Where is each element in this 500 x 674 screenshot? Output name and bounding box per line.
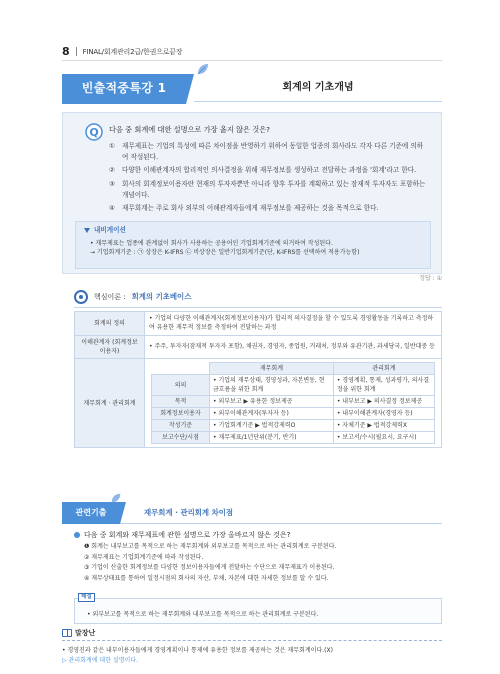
answer-key: 정답 : ① <box>419 275 442 282</box>
related-option[interactable]: ③ 기업이 산출한 회계정보를 다양한 정보이용자들에게 전달하는 수단으로 재무제표가 이용된다. <box>84 564 335 572</box>
financial-cell: • 기업회계기준 ▶ 법적강제력O <box>210 420 334 432</box>
comparison-row <box>152 408 435 420</box>
wordplay-review <box>62 628 442 666</box>
section-title: 회계의 기초개념 <box>194 76 442 102</box>
related-tab-fold <box>120 502 126 524</box>
explanation-box <box>75 221 431 269</box>
solution-tag: 해설 <box>78 593 95 602</box>
core-theory-rule <box>74 307 442 308</box>
core-theory-table <box>74 311 442 448</box>
financial-cell: • 외부이해관계자(투자자 등) <box>210 408 334 420</box>
section-title-band <box>62 74 442 104</box>
question-icon <box>85 123 103 141</box>
page-header <box>62 44 182 60</box>
explanation-heading <box>84 226 422 236</box>
comparison-row <box>152 375 435 396</box>
option-number: ④ <box>109 204 115 213</box>
wordplay-answer: ▷ 관리회계에 대한 설명이다. <box>62 656 138 664</box>
leaf-icon <box>196 62 210 76</box>
related-exam-band <box>62 502 442 524</box>
option-number: ① <box>109 142 115 150</box>
related-option[interactable]: ❶ 회계는 내부보고를 목적으로 하는 재무회계와 외부보고를 목적으로 하는 관리회계로 구분된다. <box>84 543 337 551</box>
option-text: 다양한 이해관계자의 합리적인 의사결정을 위해 재무정보를 생성하고 전달하는 과정을 '회계'라고 한다. <box>122 166 417 175</box>
comparison-row <box>152 396 435 408</box>
core-theory-label: 핵심이론 : <box>94 292 126 301</box>
answer-options <box>109 141 429 216</box>
managerial-cell: • 보고서/수시(필요시, 요구시) <box>333 432 434 444</box>
comparison-cell <box>145 359 442 448</box>
bullet-icon <box>74 532 80 538</box>
header-divider <box>76 47 77 56</box>
managerial-cell: • 내부보고 ▶ 의사결정 정보제공 <box>333 396 434 408</box>
related-question-prompt: 다음 중 회계와 재무제표에 관한 설명으로 가장 올바르지 않은 것은? <box>84 531 291 539</box>
question-prompt: 다음 중 회계에 대한 설명으로 가장 옳지 않은 것은? <box>109 125 270 134</box>
answer-option[interactable] <box>109 203 429 214</box>
managerial-cell: • 내부이해관계자(경영자 등) <box>333 408 434 420</box>
header-rule <box>62 60 442 61</box>
section-tab-fold <box>186 74 194 104</box>
book-icon <box>62 629 72 637</box>
core-theory-title: 회계의 기초베이스 <box>131 291 192 301</box>
financial-cell: • 재무제표/1년단위(분기, 반기) <box>210 432 334 444</box>
core-theory-heading <box>74 290 191 304</box>
section-tab: 빈출적중특강 1 <box>62 74 186 104</box>
option-number: ② <box>109 166 115 175</box>
row-label: 회계의 정의 <box>75 312 145 336</box>
triangle-down-icon <box>84 228 90 233</box>
comparison-row <box>152 432 435 444</box>
solution-box <box>74 594 442 624</box>
related-question <box>74 530 442 584</box>
table-row <box>75 335 442 359</box>
managerial-cell: • 자체기준 ▶ 법적강제력X <box>333 420 434 432</box>
corner-cell <box>152 363 210 375</box>
option-number: ③ <box>109 179 115 188</box>
solution-text: • 외부보고를 목적으로 하는 재무회계와 내부보고를 목적으로 하는 관리회계로 구분된다. <box>87 611 319 618</box>
table-row <box>75 359 442 448</box>
comparison-key: 회계정보이용자 <box>152 408 210 420</box>
row-label: 이해관계자 (회계정보이용자) <box>75 335 145 359</box>
related-question-heading <box>74 530 442 540</box>
answer-option[interactable] <box>109 141 429 163</box>
option-text: 재무회계는 주로 회사 외부의 이해관계자들에게 재무정보를 제공하는 것을 목적으로 한다. <box>122 204 379 213</box>
question-box <box>62 112 442 274</box>
explanation-line: • 재무제표는 업종에 관계없이 회사가 사용하는 공용어인 기업회계기준에 의거하여 작성된다. <box>90 239 333 247</box>
comparison-key: 보고수단/시점 <box>152 432 210 444</box>
column-header: 재무회계 <box>210 363 334 375</box>
comparison-row <box>152 420 435 432</box>
table-row <box>75 312 442 336</box>
explanation-line: → 기업회계기준 : ㉠ 상장은 K-IFRS ㉡ 비상장은 일반기업회계기준(단, K-IFRS를 선택하여 적용가능함) <box>90 249 360 257</box>
row-text: • 주주, 투자자(잠재적 투자자 포함), 채권자, 경영자, 종업원, 거래처, 정부와 유관기관, 과세당국, 일반대중 등 <box>145 335 442 359</box>
option-text: 회사의 회계정보이용자란 현재의 투자자뿐만 아니라 향후 투자를 계획하고 있는 잠재적 투자자도 포함하는 개념이다. <box>122 179 426 199</box>
financial-cell: • 기업의 재무상태, 경영성과, 자본변동, 현금흐름을 위한 회계 <box>210 375 334 396</box>
row-label: 재무회계 · 관리회계 <box>75 359 145 448</box>
answer-option[interactable] <box>109 179 429 201</box>
explanation-label: 내비게이션 <box>94 226 126 234</box>
related-option[interactable]: ② 재무제표는 기업회계기준에 따라 작성된다. <box>84 553 204 561</box>
related-exam-tab: 관련기출 <box>62 502 120 524</box>
comparison-key: 작성기준 <box>152 420 210 432</box>
comparison-table <box>151 362 435 444</box>
page-number: 8 <box>62 45 70 58</box>
row-text: • 기업의 다양한 이해관계자(회계정보이용자)가 합리적 의사결정을 할 수 있도록 경영활동을 기록하고 측정하여 유용한 재무적 정보를 측정하여 전달하는 과정 <box>145 312 442 336</box>
leaf-icon <box>110 492 122 504</box>
answer-option[interactable] <box>109 165 429 176</box>
managerial-cell: • 경영계획, 통제, 성과평가, 의사결정을 위한 회계 <box>333 375 434 396</box>
comparison-key: 의의 <box>152 375 210 396</box>
financial-cell: • 외부보고 ▶ 유용한 정보제공 <box>210 396 334 408</box>
column-header: 관리회계 <box>333 363 434 375</box>
comparison-header-row <box>152 363 435 375</box>
target-icon <box>74 290 88 304</box>
running-title: FINAL/회계관리2급/한권으로끝장 <box>82 47 183 56</box>
comparison-key: 목적 <box>152 396 210 408</box>
wordplay-heading <box>62 628 442 641</box>
wordplay-label: 말장난 <box>75 629 96 637</box>
related-option[interactable]: ④ 재무상태표를 통하여 일정시점의 회사의 자산, 부채, 자본에 대한 자세한 정보를 알 수 있다. <box>84 574 329 582</box>
svg-text:Q: Q <box>89 126 99 139</box>
wordplay-statement: • 경영진과 같은 내부이용자들에게 경영계획이나 통제에 유용한 정보를 제공하는 것은 재무회계이다.(X) <box>62 647 333 655</box>
option-text: 재무제표는 기업의 특성에 따른 차이점을 반영하기 위하여 동일한 업종의 회사라도 각자 다른 기준에 의하여 작성된다. <box>122 142 424 162</box>
related-exam-title: 재무회계 · 관리회계 차이점 <box>144 508 234 517</box>
